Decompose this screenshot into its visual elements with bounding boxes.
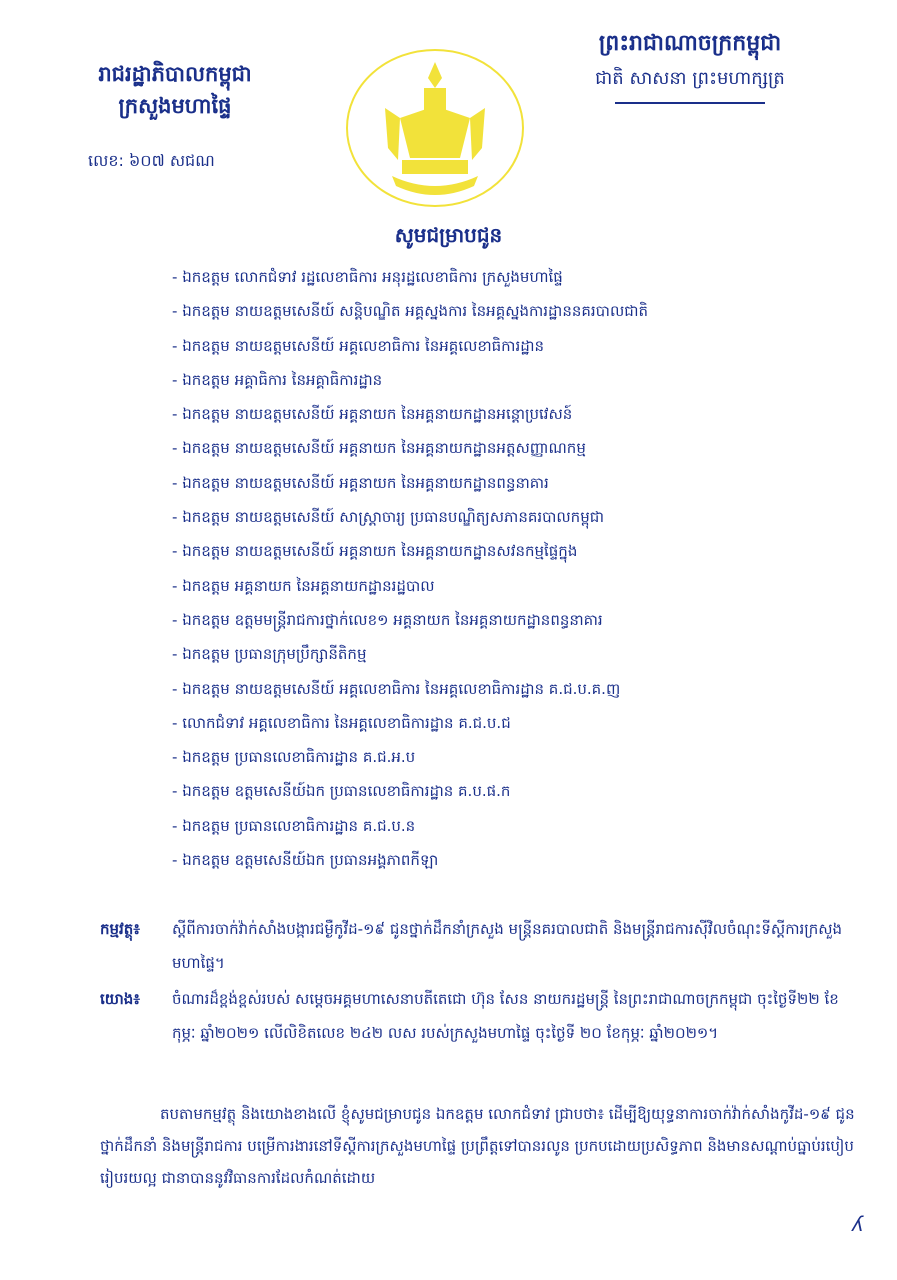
recipient-item: - ឯកឧត្តម អគ្គាធិការ នៃអគ្គាធិការដ្ឋាន: [172, 363, 832, 397]
recipient-item: - ឯកឧត្តម ប្រធានលេខាធិការដ្ឋាន គ.ជ.ប.ន: [172, 809, 832, 843]
reference-number: លេខ: ៦០៧ សជណ: [88, 151, 215, 170]
recipient-item: - ឯកឧត្តម នាយឧត្តមសេនីយ៍ អគ្គលេខាធិការ នៃអគ្គលេខាធិការដ្ឋាន: [172, 329, 832, 363]
ministry-name: ក្រសួងមហាផ្ទៃ: [118, 94, 232, 118]
recipient-item: - លោកជំទាវ អគ្គលេខាធិការ នៃអគ្គលេខាធិការដ្ឋាន គ.ជ.ប.ជ: [172, 706, 832, 740]
kingdom-name: ព្រះរាជាណាចក្រកម្ពុជា: [598, 31, 782, 56]
recipient-list: [172, 260, 832, 877]
recipient-item: - ឯកឧត្តម នាយឧត្តមសេនីយ៍ សាស្ត្រាចារ្យ ប្រធានបណ្ឌិត្យសភានគរបាលកម្ពុជា: [172, 500, 832, 534]
issuer-header: [70, 58, 280, 122]
recipient-item: - ឯកឧត្តម លោកជំទាវ រដ្ឋលេខាធិការ អនុរដ្ឋលេខាធិការ ក្រសួងមហាផ្ទៃ: [172, 260, 832, 294]
recipient-item: - ឯកឧត្តម ឧត្តមសេនីយ៍ឯក ប្រធានអង្គភាពកីឡា: [172, 843, 832, 877]
national-motto: ជាតិ សាសនា ព្រះមហាក្សត្រ: [595, 68, 785, 89]
recipient-item: - ឯកឧត្តម ឧត្តមមន្ត្រីរាជការថ្នាក់លេខ១ អគ្គនាយក នៃអគ្គនាយកដ្ឋានពន្ធនាគារ: [172, 603, 832, 637]
kingdom-header: [560, 26, 820, 104]
recipient-item: - ឯកឧត្តម ប្រធានក្រុមប្រឹក្សានីតិកម្ម: [172, 637, 832, 671]
recipient-item: - ឯកឧត្តម នាយឧត្តមសេនីយ៍ អគ្គនាយក នៃអគ្គនាយកដ្ឋានអន្តោប្រវេសន៍: [172, 397, 832, 431]
recipient-item: - ឯកឧត្តម នាយឧត្តមសេនីយ៍ អគ្គលេខាធិការ នៃអគ្គលេខាធិការដ្ឋាន គ.ជ.ប.គ.ញ: [172, 672, 832, 706]
reference-text: ចំណារដ៏ខ្ពង់ខ្ពស់របស់ សម្តេចអគ្គមហាសេនាបតីតេជោ ហ៊ុន សែន នាយករដ្ឋមន្ត្រី នៃព្រះរាជាណាចក្រកម្ពុជា ចុះថ្ងៃទី២២ ខែកុម្ភៈ ឆ្នាំ២០២១ លើលិខិតលេខ ២៤២ លស របស់ក្រសួងមហាផ្ទៃ ចុះថ្ងៃទី ២០ ខែកុម្ភៈ ឆ្នាំ២០២១។: [172, 990, 839, 1042]
recipient-item: - ឯកឧត្តម នាយឧត្តមសេនីយ៍ សន្តិបណ្ឌិត អគ្គស្នងការ នៃអគ្គស្នងការដ្ឋាននគរបាលជាតិ: [172, 294, 832, 328]
motto-divider: [615, 102, 765, 104]
document-title: សូមជម្រាបជូន: [394, 223, 503, 247]
subject-block: [100, 912, 850, 980]
subject-label: កម្មវត្ថុ៖: [100, 920, 140, 938]
body-paragraph: តបតាមកម្មវត្ថុ និងយោងខាងលើ ខ្ញុំសូមជម្រាបជូន ឯកឧត្តម លោកជំទាវ ជ្រាបថា៖ ដើម្បីឱ្យយុទ្ធនាការចាក់វ៉ាក់សាំងកូវីដ-១៩ ជូនថ្នាក់ដឹកនាំ និងមន្ត្រីរាជការ បម្រើការងារនៅទីស្តីការក្រសួងមហាផ្ទៃ ប្រព្រឹត្តទៅបានរលូន ប្រកបដោយប្រសិទ្ធភាព និងមានសណ្តាប់ធ្នាប់របៀបរៀបរយល្អ ជានាបាននូវវិធានការដែលកំណត់ដោយ: [100, 1105, 855, 1187]
subject-text: ស្តីពីការចាក់វ៉ាក់សាំងបង្ការជម្ងឺកូវីដ-១៩ ជូនថ្នាក់ដឹកនាំក្រសួង មន្ត្រីនគរបាលជាតិ និងមន្ត្រីរាជការស៊ីវិលចំណុះទីស្តីការក្រសួងមហាផ្ទៃ។: [172, 920, 843, 972]
government-name: រាជរដ្ឋាភិបាលកម្ពុជា: [98, 62, 252, 86]
recipient-item: - ឯកឧត្តម នាយឧត្តមសេនីយ៍ អគ្គនាយក នៃអគ្គនាយកដ្ឋានសវនកម្មផ្ទៃក្នុង: [172, 534, 832, 568]
reference-label: យោង៖: [100, 990, 140, 1008]
reference-block: [100, 982, 850, 1050]
recipient-item: - ឯកឧត្តម នាយឧត្តមសេនីយ៍ អគ្គនាយក នៃអគ្គនាយកដ្ឋានអត្តសញ្ញាណកម្ម: [172, 431, 832, 465]
recipient-item: - ឯកឧត្តម អគ្គនាយក នៃអគ្គនាយកដ្ឋានរដ្ឋបាល: [172, 569, 832, 603]
page-initial-mark: ʎ: [852, 1212, 864, 1236]
royal-emblem-icon: [340, 48, 530, 208]
recipient-item: - ឯកឧត្តម ប្រធានលេខាធិការដ្ឋាន គ.ជ.អ.ប: [172, 740, 832, 774]
recipient-item: - ឯកឧត្តម ឧត្តមសេនីយ៍ឯក ប្រធានលេខាធិការដ្ឋាន គ.ប.ផ.ក: [172, 774, 832, 808]
recipient-item: - ឯកឧត្តម នាយឧត្តមសេនីយ៍ អគ្គនាយក នៃអគ្គនាយកដ្ឋានពន្ធនាគារ: [172, 466, 832, 500]
